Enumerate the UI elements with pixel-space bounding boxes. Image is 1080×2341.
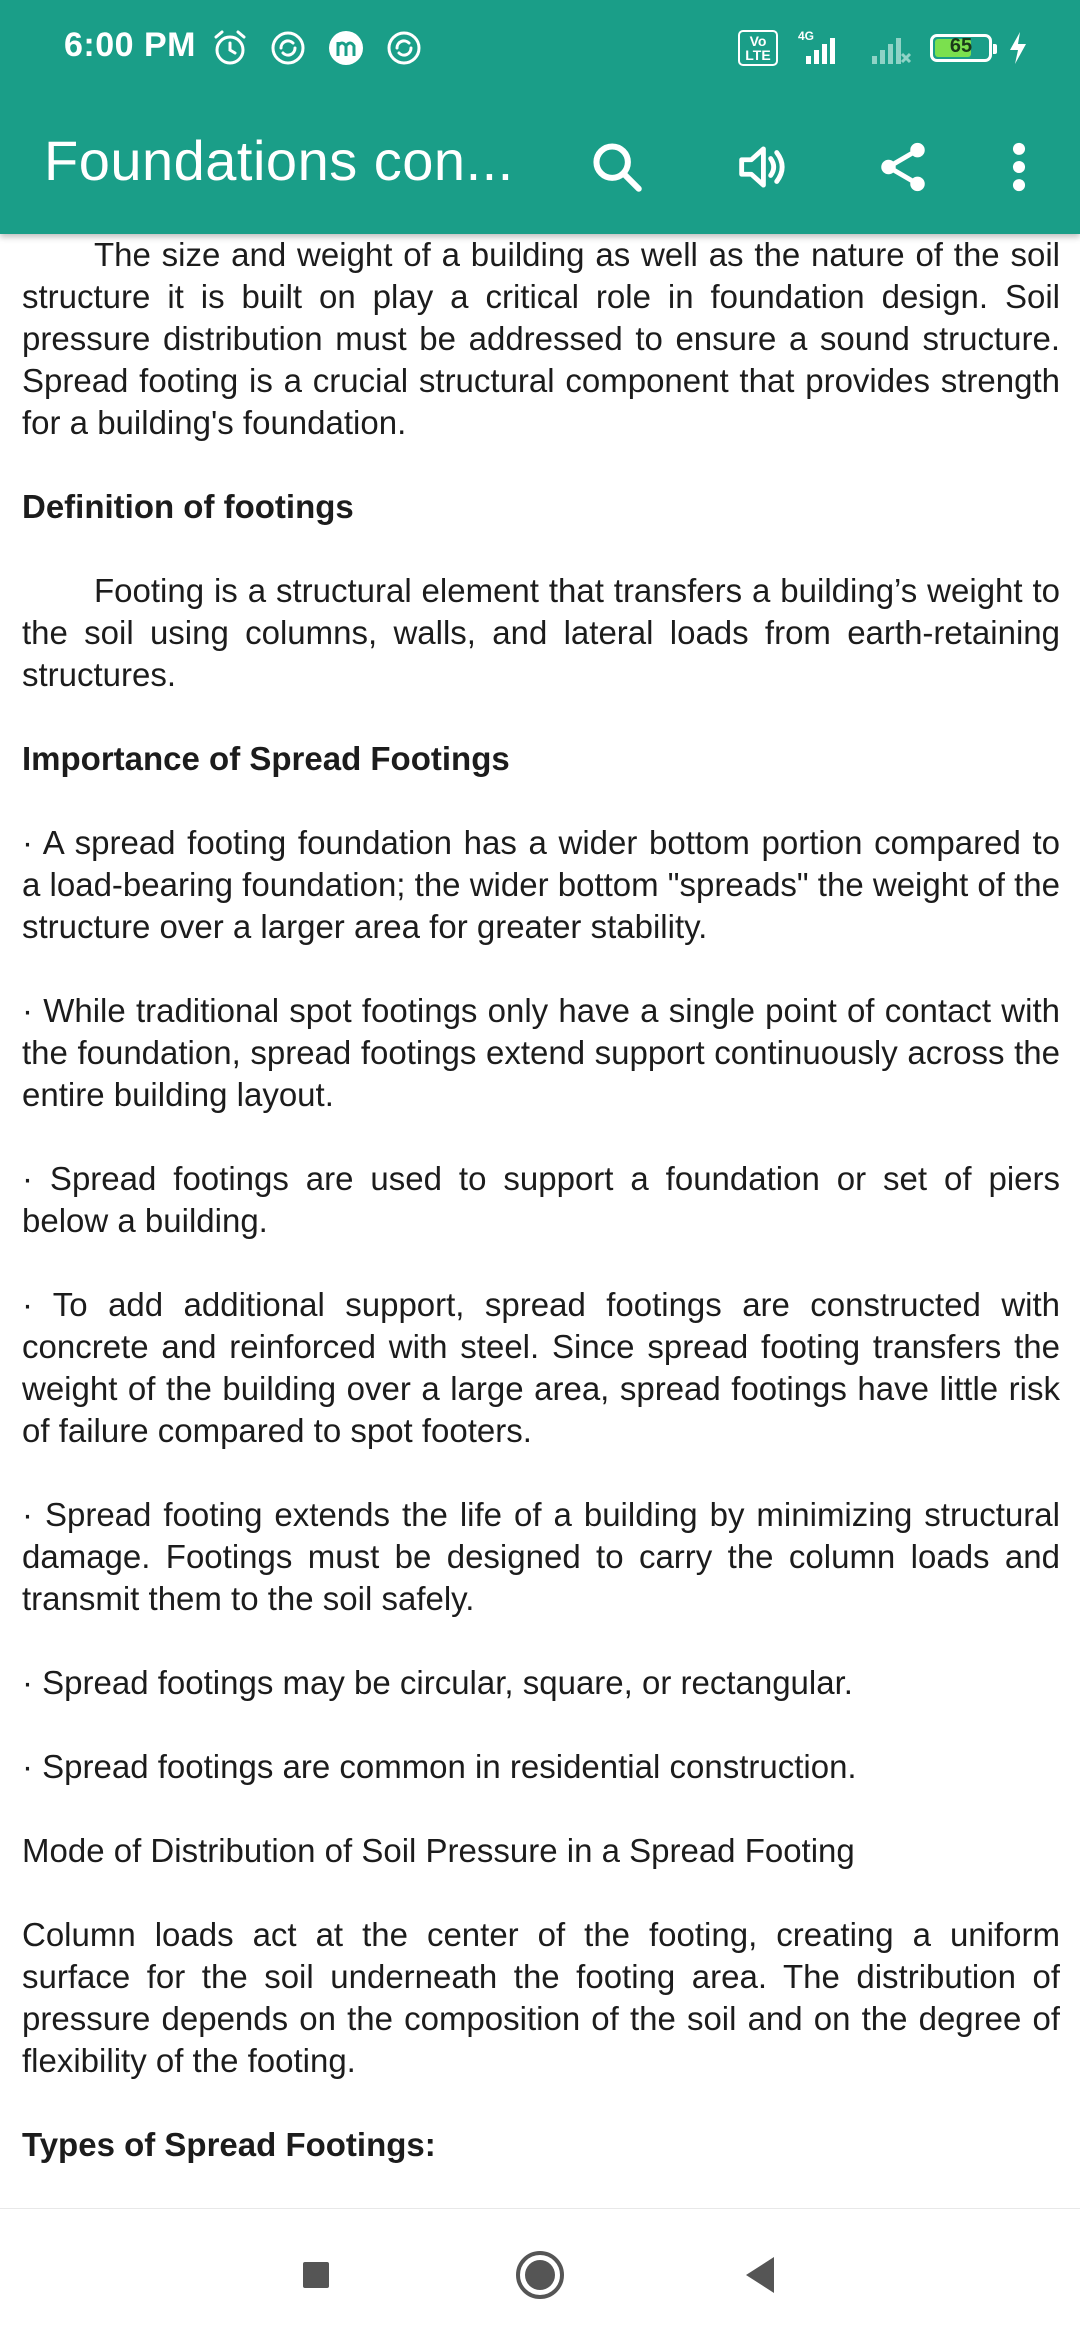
mode-paragraph: Column loads act at the center of the footing, creating a uniform surface for the soil underneath the footing area. The distribution of pressure depends on the composition of the soil and on the degree of flexibility of the footing. [22,1916,1060,2079]
definition-paragraph: Footing is a structural element that transfers a building’s weight to the soil using columns, walls, and lateral loads from earth-retaining structures. [22,572,1060,693]
share-button[interactable] [858,122,948,212]
list-item: · A spread footing foundation has a wider bottom portion compared to a load-bearing foundation; the wider bottom "spreads" the weight of the structure over a larger area for greater stability. [22,824,1060,945]
app-notification-icon [326,28,366,68]
list-item: · Spread footings may be circular, square, or rectangular. [22,1664,853,1701]
types-heading: Types of Spread Footings: [22,2126,436,2163]
signal-weak-icon [866,28,916,68]
status-time: 6:00 PM [64,26,196,64]
home-button[interactable] [508,2243,572,2307]
status-bar [0,0,1080,100]
sync-icon [384,28,424,68]
importance-heading: Importance of Spread Footings [22,740,510,777]
alarm-icon [210,28,250,68]
battery-level: 65 [949,35,973,57]
speaker-icon [732,138,790,196]
definition-heading: Definition of footings [22,488,354,525]
navigation-bar [0,2208,1080,2341]
network-type-label: 4G [798,29,815,43]
more-options-button[interactable] [974,122,1064,212]
app-header [0,0,1080,234]
signal-icon [792,28,852,68]
list-item: · To add additional support, spread footings are constructed with concrete and reinforced with steel. Since spread footing transfers the weight of the building over a large area, spread footings have little risk of failure compared to spot footers. [22,1286,1060,1449]
share-icon [874,138,932,196]
square-icon [288,2247,344,2303]
list-item: · Spread footings are used to support a foundation or set of piers below a building. [22,1160,1060,1239]
sync-icon [268,28,308,68]
list-item: · While traditional spot footings only have a single point of contact with the foundation, spread footings extend support continuously across the entire building layout. [22,992,1060,1113]
search-button[interactable] [572,122,662,212]
article-content[interactable] [22,234,1060,2208]
recents-button[interactable] [284,2243,348,2307]
battery-icon [930,34,992,62]
intro-paragraph: The size and weight of a building as well as the nature of the soil structure it is built on play a critical role in foundation design. Soil pressure distribution must be addressed to ensure a sound structure. Spread footing is a crucial structural component that provides strength for a building's foundation. [22,236,1060,441]
page-title: Foundations con... [44,129,514,192]
system-status-icons [738,28,1030,68]
read-aloud-button[interactable] [716,122,806,212]
circle-icon [512,2247,568,2303]
more-options-icon [990,138,1048,196]
toolbar [0,100,1080,234]
charging-icon [1006,28,1030,68]
back-button[interactable] [730,2243,794,2307]
search-icon [588,138,646,196]
triangle-back-icon [734,2247,790,2303]
list-item: · Spread footing extends the life of a building by minimizing structural damage. Footings must be designed to carry the column loads and transmit them to the soil safely. [22,1496,1060,1617]
notification-icons [210,28,424,68]
volte-badge: Vo LTE [738,30,778,66]
list-item: · Spread footings are common in residential construction. [22,1748,857,1785]
mode-heading: Mode of Distribution of Soil Pressure in a Spread Footing [22,1832,855,1869]
